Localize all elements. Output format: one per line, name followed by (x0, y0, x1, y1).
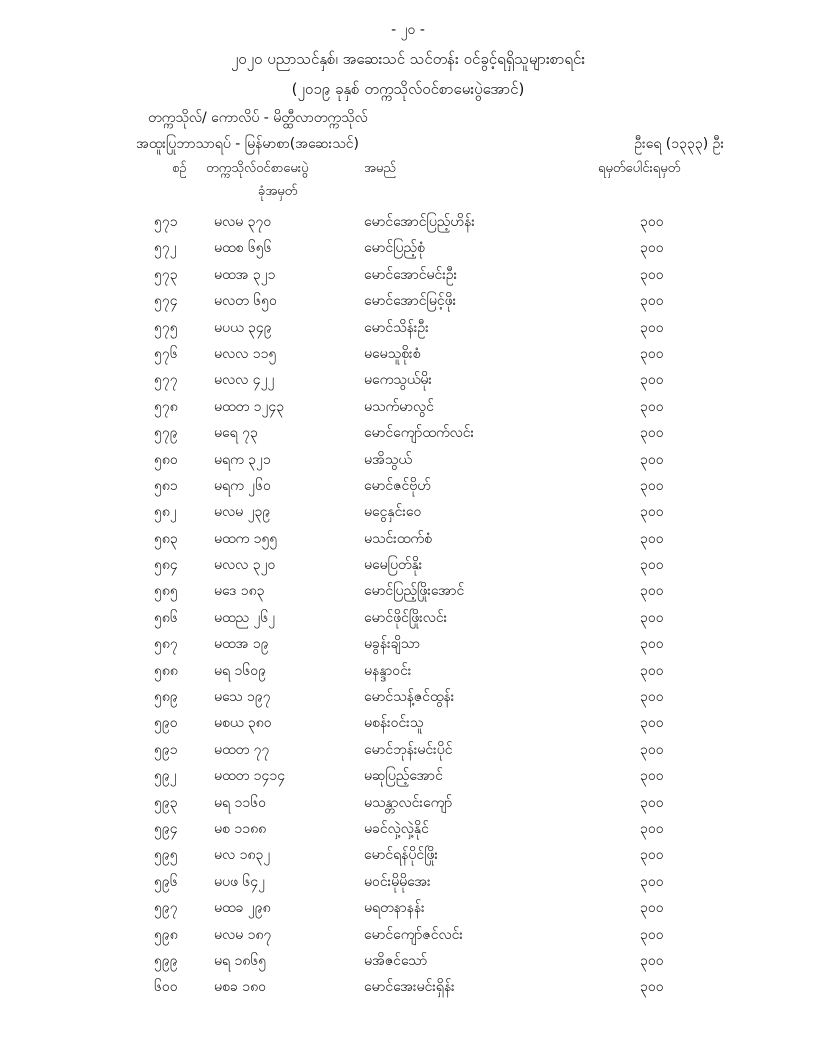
table-row (0, 500, 816, 526)
row-amount: ၃၀၀ (640, 583, 664, 600)
row-amount: ၃၀၀ (640, 214, 664, 230)
row-name: မောင်ဖိုင်ဖြိုးလင်း (364, 609, 448, 626)
row-roll-number: မဒေ ၁၈၃ (214, 583, 265, 600)
row-amount: ၃၀၀ (640, 345, 664, 362)
results-table (0, 210, 816, 1002)
row-name: မောင်ဘုန်းမင်းပိုင် (364, 741, 453, 758)
row-roll-number: မထတ ၇၇ (214, 741, 270, 758)
table-row (0, 579, 816, 605)
row-serial: ၅၈၀ (154, 451, 178, 468)
row-amount: ၃၀၀ (640, 557, 664, 574)
row-serial: ၅၉၃ (154, 794, 178, 811)
row-serial: ၅၈၂ (154, 504, 177, 521)
row-serial: ၅၉၇ (154, 900, 178, 917)
row-name: မောင်အောင်မင်းဦး (364, 266, 458, 283)
row-name: မောင်သန့်ဇင်ထွန်း (364, 689, 455, 706)
row-roll-number: မရက ၂၆၀ (214, 477, 271, 494)
row-roll-number: မထစ ၆၅၆ (214, 240, 272, 257)
row-amount: ၃၀၀ (640, 979, 664, 996)
row-amount: ၃၀၀ (640, 398, 664, 415)
row-roll-number: မရက ၃၂၁ (214, 451, 271, 468)
row-serial: ၅၈၉ (154, 689, 178, 706)
row-roll-number: မလတ ၆၅၀ (214, 293, 277, 310)
row-roll-number: မထခ ၂၉၈ (214, 900, 271, 917)
row-amount: ၃၀၀ (640, 926, 664, 943)
row-amount: ၃၀၀ (640, 662, 664, 679)
row-serial: ၅၇၈ (154, 398, 178, 415)
table-row (0, 342, 816, 368)
row-serial: ၅၉၆ (154, 873, 178, 890)
table-row (0, 289, 816, 315)
row-amount: ၃၀၀ (640, 451, 664, 468)
table-row (0, 421, 816, 447)
row-name: မောင်ပြည့်စုံ (364, 240, 425, 257)
row-serial: ၅၇၅ (154, 319, 178, 336)
table-row (0, 843, 816, 869)
table-row (0, 896, 816, 922)
row-roll-number: မလမ ၁၈၇ (214, 926, 272, 943)
row-roll-number: မစယ ၃၈၀ (214, 715, 272, 732)
row-name: မသန္တာလင်းကျော် (364, 794, 453, 811)
row-amount: ၃၀၀ (640, 689, 664, 706)
row-roll-number: မရ ၁၆၀၉ (214, 662, 266, 679)
row-serial: ၅၈၄ (154, 557, 178, 574)
row-serial: ၅၇၃ (154, 266, 178, 283)
row-name: မရတနာနန်း (364, 900, 425, 917)
table-row (0, 975, 816, 1001)
table-row (0, 923, 816, 949)
table-row (0, 395, 816, 421)
row-name: မနန္ဒာဝင်း (364, 662, 412, 679)
table-row (0, 606, 816, 632)
major-line: အထူးပြုဘာသာရပ် - မြန်မာစာ(အဆေးသင်) (136, 136, 359, 152)
row-roll-number: မထည ၂၆၂ (214, 609, 276, 626)
column-header-serial: စဉ် (172, 161, 187, 176)
row-name: မခွန်းချိသာ (364, 636, 421, 653)
row-name: မောင်ကျော်ထက်လင်း (364, 425, 475, 442)
row-roll-number: မပဖ ၆၄၂ (214, 873, 266, 890)
row-serial: ၅၇၉ (154, 425, 178, 442)
row-serial: ၅၈၃ (154, 530, 178, 547)
table-row (0, 210, 816, 236)
row-name: မောင်ပြည့်ဖြိုးအောင် (364, 583, 465, 600)
row-roll-number: မပယ ၃၄၉ (214, 319, 272, 336)
row-roll-number: မလမ ၂၃၉ (214, 504, 271, 521)
table-row (0, 685, 816, 711)
table-row (0, 368, 816, 394)
page-number: - ၂၀ - (391, 22, 425, 38)
row-name: မောင်အေးမင်းရှိန်း (364, 979, 455, 996)
row-name: မသက်မာလွင် (364, 398, 434, 415)
row-serial: ၅၉၉ (154, 952, 178, 969)
row-roll-number: မရ ၁၈၆၅ (214, 952, 267, 969)
table-row (0, 870, 816, 896)
table-row (0, 448, 816, 474)
table-row (0, 659, 816, 685)
row-amount: ၃၀၀ (640, 847, 664, 864)
row-amount: ၃၀၀ (640, 293, 664, 310)
row-amount: ၃၀၀ (640, 530, 664, 547)
row-serial: ၅၉၄ (154, 820, 178, 837)
row-name: မမေသူစိုးစံ (364, 345, 421, 362)
row-name: မောင်ရန်ပိုင်ဖြိုး (364, 847, 439, 864)
row-amount: ၃၀၀ (640, 636, 664, 653)
document-title: ၂၀၂၀ ပညာသင်နှစ်၊ အဆေးသင် သင်တန်း ဝင်ခွင့်ရရှိသူများစာရင်း (230, 50, 586, 68)
row-amount: ၃၀၀ (640, 715, 664, 732)
row-serial: ၅၈၅ (154, 583, 178, 600)
document-subtitle: (၂၀၁၉ ခုနှစ် တက္ကသိုလ်ဝင်စာမေးပွဲအောင်) (291, 80, 525, 98)
column-header-name: အမည် (364, 161, 396, 176)
row-name: မကေသွယ်မိုး (364, 372, 432, 389)
row-name: မောင်သိန်းဦး (364, 319, 429, 336)
row-serial: ၅၇၁ (154, 214, 178, 230)
row-roll-number: မရ ၁၁၆၀ (214, 794, 266, 811)
row-serial: ၅၉၁ (154, 741, 178, 758)
row-name: မောင်အောင်ပြည့်ဟိန်း (364, 214, 475, 230)
row-roll-number: မစ ၁၁၈၈ (214, 820, 267, 837)
row-name: မငွေနှင်းဝေ (364, 504, 422, 521)
row-amount: ၃၀၀ (640, 372, 664, 389)
row-serial: ၅၉၅ (154, 847, 178, 864)
table-row (0, 632, 816, 658)
row-amount: ၃၀၀ (640, 477, 664, 494)
row-amount: ၃၀၀ (640, 266, 664, 283)
row-name: မောင်အောင်မြင့်ဖိုး (364, 293, 457, 310)
row-serial: ၅၉၈ (154, 926, 178, 943)
row-amount: ၃၀၀ (640, 768, 664, 785)
row-roll-number: မထအ ၃၂၁ (214, 266, 276, 283)
row-name: မောင်ကျော်ဇင်လင်း (364, 926, 463, 943)
row-amount: ၃၀၀ (640, 952, 664, 969)
row-amount: ၃၀၀ (640, 504, 664, 521)
column-header-amount: ရမှတ်ပေါင်းရမှတ် (598, 161, 681, 176)
table-row (0, 236, 816, 262)
row-amount: ၃၀၀ (640, 425, 664, 442)
row-serial: ၅၇၄ (154, 293, 178, 310)
row-amount: ၃၀၀ (640, 900, 664, 917)
row-roll-number: မလ ၁၈၃၂ (214, 847, 271, 864)
row-roll-number: မလလ ၁၁၅ (214, 345, 277, 362)
row-roll-number: မထအ ၁၉ (214, 636, 269, 653)
row-serial: ၅၇၆ (154, 345, 178, 362)
table-row (0, 553, 816, 579)
table-row (0, 263, 816, 289)
row-roll-number: မထတ ၁၄၁၄ (214, 768, 286, 785)
table-row (0, 949, 816, 975)
row-amount: ၃၀၀ (640, 609, 664, 626)
row-amount: ၃၀၀ (640, 873, 664, 890)
column-header-roll-line2: ခုံအမှတ် (258, 184, 298, 199)
university-line: တက္ကသိုလ်/ ကောလိပ် - မိတ္ထီလာတက္ကသိုလ် (148, 110, 368, 126)
row-roll-number: မထတ ၁၂၄၃ (214, 398, 285, 415)
row-name: မသင်းထက်စံ (364, 530, 432, 547)
table-row (0, 738, 816, 764)
row-roll-number: မစခ ၁၈၀ (214, 979, 266, 996)
row-name: မအိသွယ် (364, 451, 412, 468)
row-serial: ၅၇၂ (154, 240, 177, 257)
table-row (0, 316, 816, 342)
table-row (0, 791, 816, 817)
row-name: မောင်ဇင်ဗိုဟ် (364, 477, 431, 494)
row-name: မမေပြတ်နိုး (364, 557, 423, 574)
row-serial: ၆၀၀ (154, 979, 178, 996)
row-serial: ၅၈၇ (154, 636, 178, 653)
row-amount: ၃၀၀ (640, 240, 664, 257)
row-serial: ၅၇၇ (154, 372, 178, 389)
row-serial: ၅၈၁ (154, 477, 178, 494)
table-row (0, 474, 816, 500)
table-row (0, 527, 816, 553)
row-serial: ၅၉၂ (154, 768, 177, 785)
table-row (0, 711, 816, 737)
row-amount: ၃၀၀ (640, 319, 664, 336)
table-row (0, 764, 816, 790)
row-name: မအိဇင်သော် (364, 952, 428, 969)
row-name: မစန်းဝင်းသူ (364, 715, 424, 732)
row-amount: ၃၀၀ (640, 741, 664, 758)
row-roll-number: မသေ ၁၉၇ (214, 689, 271, 706)
row-name: မဝင်းမိုမိုအေး (364, 873, 431, 890)
row-roll-number: မရေ ၇၃ (214, 425, 258, 442)
row-amount: ၃၀၀ (640, 794, 664, 811)
table-row (0, 817, 816, 843)
row-roll-number: မလမ ၃၇၀ (214, 214, 272, 230)
row-roll-number: မလလ ၄၂၂ (214, 372, 275, 389)
total-count: ဦးရေ (၁၃၃၃) ဦး (634, 136, 724, 152)
row-serial: ၅၈၆ (154, 609, 178, 626)
row-serial: ၅၈၈ (154, 662, 178, 679)
row-amount: ၃၀၀ (640, 820, 664, 837)
row-name: မခင်လှဲ့လှဲ့နိုင် (364, 820, 429, 837)
row-roll-number: မလလ ၃၂၀ (214, 557, 276, 574)
row-roll-number: မထက ၁၅၅ (214, 530, 278, 547)
row-serial: ၅၉၀ (154, 715, 178, 732)
column-header-roll: တက္ကသိုလ်ဝင်စာမေးပွဲ (206, 161, 309, 176)
row-name: မဆုပြည့်အောင် (364, 768, 443, 785)
